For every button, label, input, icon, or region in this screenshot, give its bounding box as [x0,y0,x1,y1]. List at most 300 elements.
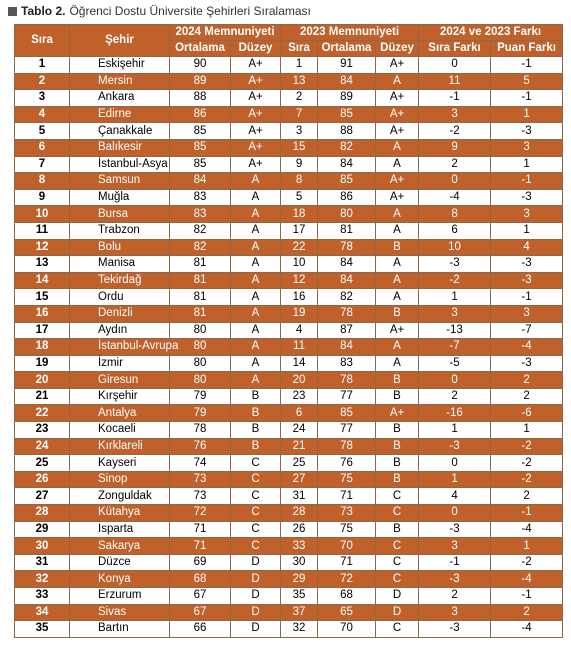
avg-2023-cell: 73 [318,505,376,522]
level-2023-cell: B [376,438,419,455]
avg-2023-cell: 81 [318,222,376,239]
level-2024-cell: C [231,538,281,555]
level-2024-cell: A [231,339,281,356]
table-row [15,73,563,90]
table-row [15,521,563,538]
rank-cell: 20 [15,372,70,389]
rank-2023-cell: 12 [281,272,318,289]
level-2024-cell: A+ [231,139,281,156]
avg-2024-cell: 76 [170,438,231,455]
city-cell: İzmir [70,355,170,372]
table-row [15,123,563,140]
level-2024-cell: C [231,521,281,538]
avg-2024-cell: 71 [170,538,231,555]
rank-cell: 12 [15,239,70,256]
table-row [15,305,563,322]
rank-2023-cell: 8 [281,173,318,190]
avg-2024-cell: 79 [170,405,231,422]
rank-2023-cell: 11 [281,339,318,356]
rank-2023-cell: 21 [281,438,318,455]
city-cell: Konya [70,571,170,588]
table-row [15,405,563,422]
table-row [15,621,563,638]
avg-2023-cell: 65 [318,604,376,621]
avg-2024-cell: 72 [170,505,231,522]
city-cell: Kocaeli [70,422,170,439]
rank-cell: 34 [15,604,70,621]
table-row [15,156,563,173]
score-diff-cell: -3 [491,256,563,273]
rank-cell: 8 [15,173,70,190]
level-2023-cell: A+ [376,106,419,123]
rank-2023-cell: 32 [281,621,318,638]
rank-diff-cell: 3 [419,106,491,123]
city-cell: Giresun [70,372,170,389]
table-row [15,173,563,190]
rank-diff-cell: 0 [419,505,491,522]
avg-2023-cell: 75 [318,521,376,538]
rank-2023-cell: 27 [281,471,318,488]
level-2024-cell: A+ [231,106,281,123]
level-2023-cell: A+ [376,90,419,107]
table-row [15,538,563,555]
level-2024-cell: B [231,438,281,455]
rank-diff-cell: 1 [419,471,491,488]
rank-cell: 5 [15,123,70,140]
rank-2023-cell: 30 [281,554,318,571]
level-2024-cell: A+ [231,156,281,173]
rank-cell: 15 [15,289,70,306]
score-diff-cell: -4 [491,621,563,638]
avg-2023-cell: 70 [318,538,376,555]
rank-diff-cell: 2 [419,156,491,173]
rank-cell: 16 [15,305,70,322]
score-diff-cell: 2 [491,388,563,405]
rank-2023-cell: 23 [281,388,318,405]
level-2024-cell: C [231,488,281,505]
level-2023-cell: C [376,538,419,555]
rank-cell: 26 [15,471,70,488]
rank-cell: 24 [15,438,70,455]
rank-2023-cell: 18 [281,206,318,223]
level-2024-cell: B [231,405,281,422]
avg-2024-cell: 80 [170,322,231,339]
avg-2023-cell: 85 [318,173,376,190]
rank-2023-cell: 4 [281,322,318,339]
score-diff-cell: -1 [491,173,563,190]
avg-2023-cell: 82 [318,139,376,156]
avg-2024-cell: 73 [170,471,231,488]
level-2024-cell: A+ [231,123,281,140]
rank-2023-cell: 33 [281,538,318,555]
city-cell: Mersin [70,73,170,90]
avg-2023-cell: 78 [318,239,376,256]
city-cell: İstanbul-Asya [70,156,170,173]
city-cell: Bursa [70,206,170,223]
caption-square-icon [8,7,17,16]
rank-2023-cell: 9 [281,156,318,173]
level-2023-cell: A [376,73,419,90]
rank-2023-cell: 25 [281,455,318,472]
city-cell: Edirne [70,106,170,123]
avg-2024-cell: 73 [170,488,231,505]
avg-2024-cell: 82 [170,222,231,239]
level-2023-cell: C [376,571,419,588]
rank-diff-cell: -5 [419,355,491,372]
table-row [15,471,563,488]
level-2023-cell: A+ [376,123,419,140]
level-2023-cell: A+ [376,189,419,206]
avg-2024-cell: 81 [170,289,231,306]
rank-cell: 17 [15,322,70,339]
level-2023-cell: B [376,239,419,256]
rank-cell: 10 [15,206,70,223]
level-2023-cell: B [376,422,419,439]
header-avg-2023: Ortalama [318,41,376,57]
avg-2024-cell: 67 [170,604,231,621]
level-2024-cell: A [231,305,281,322]
city-cell: Kırşehir [70,388,170,405]
level-2023-cell: A [376,256,419,273]
score-diff-cell: -2 [491,554,563,571]
avg-2023-cell: 84 [318,339,376,356]
avg-2024-cell: 81 [170,256,231,273]
rank-diff-cell: -7 [419,339,491,356]
rank-diff-cell: 10 [419,239,491,256]
rank-cell: 11 [15,222,70,239]
rank-2023-cell: 17 [281,222,318,239]
rank-2023-cell: 31 [281,488,318,505]
rank-2023-cell: 16 [281,289,318,306]
header-row-1 [15,25,563,41]
rank-diff-cell: -2 [419,123,491,140]
score-diff-cell: -1 [491,57,563,74]
level-2023-cell: A+ [376,57,419,74]
level-2023-cell: B [376,388,419,405]
score-diff-cell: -1 [491,90,563,107]
table-row [15,588,563,605]
rank-diff-cell: -1 [419,554,491,571]
avg-2024-cell: 82 [170,239,231,256]
rank-cell: 22 [15,405,70,422]
table-row [15,339,563,356]
level-2023-cell: A+ [376,405,419,422]
rank-diff-cell: -3 [419,621,491,638]
rank-cell: 21 [15,388,70,405]
score-diff-cell: -4 [491,521,563,538]
avg-2023-cell: 82 [318,289,376,306]
level-2023-cell: C [376,554,419,571]
level-2023-cell: C [376,621,419,638]
score-diff-cell: -3 [491,355,563,372]
rank-diff-cell: -3 [419,438,491,455]
rank-cell: 3 [15,90,70,107]
rank-diff-cell: 9 [419,139,491,156]
level-2024-cell: A [231,272,281,289]
ranking-table [14,24,563,638]
city-cell: İstanbul-Avrupa [70,339,170,356]
rank-2023-cell: 24 [281,422,318,439]
rank-cell: 32 [15,571,70,588]
city-cell: Aydın [70,322,170,339]
avg-2024-cell: 81 [170,272,231,289]
level-2024-cell: B [231,388,281,405]
rank-cell: 1 [15,57,70,74]
rank-diff-cell: 0 [419,455,491,472]
level-2023-cell: A+ [376,173,419,190]
level-2023-cell: B [376,471,419,488]
avg-2024-cell: 83 [170,189,231,206]
rank-diff-cell: -3 [419,256,491,273]
table-row [15,189,563,206]
avg-2024-cell: 81 [170,305,231,322]
level-2023-cell: A [376,289,419,306]
table-row [15,571,563,588]
header-rank-diff: Sıra Farkı [419,41,491,57]
rank-2023-cell: 2 [281,90,318,107]
score-diff-cell: 3 [491,206,563,223]
avg-2023-cell: 77 [318,388,376,405]
level-2024-cell: D [231,621,281,638]
score-diff-cell: -2 [491,455,563,472]
header-avg-2024: Ortalama [170,41,231,57]
rank-2023-cell: 3 [281,123,318,140]
score-diff-cell: -2 [491,438,563,455]
level-2023-cell: A [376,355,419,372]
rank-diff-cell: -13 [419,322,491,339]
rank-cell: 29 [15,521,70,538]
rank-diff-cell: 0 [419,173,491,190]
city-cell: Sinop [70,471,170,488]
city-cell: Manisa [70,256,170,273]
rank-diff-cell: 3 [419,604,491,621]
level-2024-cell: A [231,372,281,389]
rank-diff-cell: 6 [419,222,491,239]
rank-diff-cell: 3 [419,305,491,322]
rank-cell: 9 [15,189,70,206]
level-2023-cell: B [376,455,419,472]
level-2023-cell: A [376,339,419,356]
table-row [15,505,563,522]
level-2023-cell: A [376,139,419,156]
level-2023-cell: D [376,604,419,621]
rank-2023-cell: 35 [281,588,318,605]
avg-2023-cell: 71 [318,554,376,571]
avg-2024-cell: 80 [170,339,231,356]
rank-cell: 33 [15,588,70,605]
avg-2023-cell: 75 [318,471,376,488]
table-row [15,554,563,571]
level-2024-cell: C [231,455,281,472]
rank-cell: 6 [15,139,70,156]
rank-diff-cell: 8 [419,206,491,223]
score-diff-cell: -6 [491,405,563,422]
level-2024-cell: B [231,422,281,439]
header-level-2024: Düzey [231,41,281,57]
rank-2023-cell: 22 [281,239,318,256]
level-2023-cell: A [376,206,419,223]
avg-2024-cell: 74 [170,455,231,472]
rank-diff-cell: -3 [419,571,491,588]
score-diff-cell: 4 [491,239,563,256]
level-2023-cell: C [376,488,419,505]
rank-diff-cell: 4 [419,488,491,505]
avg-2023-cell: 72 [318,571,376,588]
table-row [15,372,563,389]
score-diff-cell: 1 [491,156,563,173]
avg-2023-cell: 85 [318,405,376,422]
rank-diff-cell: 1 [419,289,491,306]
avg-2024-cell: 90 [170,57,231,74]
avg-2023-cell: 85 [318,106,376,123]
rank-cell: 19 [15,355,70,372]
avg-2024-cell: 86 [170,106,231,123]
table-row [15,488,563,505]
avg-2023-cell: 88 [318,123,376,140]
rank-diff-cell: -3 [419,521,491,538]
rank-diff-cell: 11 [419,73,491,90]
rank-cell: 28 [15,505,70,522]
avg-2024-cell: 89 [170,73,231,90]
rank-2023-cell: 19 [281,305,318,322]
header-2024-group: 2024 Memnuniyeti [170,25,281,41]
rank-diff-cell: 0 [419,372,491,389]
avg-2023-cell: 87 [318,322,376,339]
header-rank-2023: Sıra [281,41,318,57]
city-cell: Zonguldak [70,488,170,505]
city-cell: Bolu [70,239,170,256]
score-diff-cell: 5 [491,73,563,90]
rank-diff-cell: 3 [419,538,491,555]
rank-2023-cell: 14 [281,355,318,372]
level-2024-cell: A [231,355,281,372]
avg-2023-cell: 84 [318,256,376,273]
rank-cell: 2 [15,73,70,90]
score-diff-cell: 1 [491,222,563,239]
rank-diff-cell: 2 [419,588,491,605]
table-row [15,256,563,273]
avg-2023-cell: 78 [318,305,376,322]
rank-cell: 14 [15,272,70,289]
avg-2024-cell: 78 [170,422,231,439]
level-2023-cell: A [376,222,419,239]
table-row [15,239,563,256]
rank-cell: 4 [15,106,70,123]
level-2024-cell: A+ [231,90,281,107]
rank-2023-cell: 13 [281,73,318,90]
city-cell: Sivas [70,604,170,621]
table-row [15,438,563,455]
rank-cell: 13 [15,256,70,273]
city-cell: Ankara [70,90,170,107]
table-caption [8,3,311,19]
rank-2023-cell: 37 [281,604,318,621]
rank-2023-cell: 1 [281,57,318,74]
rank-2023-cell: 28 [281,505,318,522]
city-cell: Denizli [70,305,170,322]
avg-2024-cell: 85 [170,156,231,173]
score-diff-cell: 3 [491,305,563,322]
level-2024-cell: A+ [231,73,281,90]
level-2024-cell: A+ [231,57,281,74]
score-diff-cell: 1 [491,538,563,555]
city-cell: Muğla [70,189,170,206]
caption-title: Öğrenci Dostu Üniversite Şehirleri Sıralaması [69,4,311,18]
city-cell: Bartın [70,621,170,638]
level-2024-cell: A [231,322,281,339]
level-2023-cell: B [376,372,419,389]
table-row [15,322,563,339]
avg-2023-cell: 84 [318,272,376,289]
avg-2024-cell: 84 [170,173,231,190]
level-2023-cell: A+ [376,322,419,339]
rank-2023-cell: 26 [281,521,318,538]
table-row [15,604,563,621]
avg-2024-cell: 71 [170,521,231,538]
avg-2023-cell: 86 [318,189,376,206]
avg-2023-cell: 84 [318,73,376,90]
score-diff-cell: 2 [491,604,563,621]
score-diff-cell: -7 [491,322,563,339]
level-2024-cell: A [231,206,281,223]
header-level-2023: Düzey [376,41,419,57]
score-diff-cell: 1 [491,106,563,123]
score-diff-cell: -3 [491,189,563,206]
city-cell: Çanakkale [70,123,170,140]
avg-2023-cell: 71 [318,488,376,505]
score-diff-cell: -4 [491,339,563,356]
score-diff-cell: -1 [491,588,563,605]
header-score-diff: Puan Farkı [491,41,563,57]
city-cell: Kırklareli [70,438,170,455]
city-cell: Erzurum [70,588,170,605]
level-2023-cell: C [376,505,419,522]
level-2024-cell: A [231,256,281,273]
city-cell: Trabzon [70,222,170,239]
level-2024-cell: A [231,239,281,256]
city-cell: Antalya [70,405,170,422]
rank-diff-cell: -2 [419,272,491,289]
rank-cell: 23 [15,422,70,439]
level-2023-cell: D [376,588,419,605]
city-cell: Balıkesir [70,139,170,156]
score-diff-cell: -3 [491,272,563,289]
score-diff-cell: 2 [491,488,563,505]
rank-2023-cell: 5 [281,189,318,206]
table-row [15,455,563,472]
table-row [15,222,563,239]
rank-cell: 35 [15,621,70,638]
score-diff-cell: 2 [491,372,563,389]
city-cell: Ordu [70,289,170,306]
header-city: Şehir [70,25,170,57]
level-2024-cell: A [231,173,281,190]
level-2024-cell: D [231,554,281,571]
table-row [15,355,563,372]
rank-cell: 25 [15,455,70,472]
rank-2023-cell: 20 [281,372,318,389]
rank-2023-cell: 15 [281,139,318,156]
score-diff-cell: -1 [491,505,563,522]
table-row [15,90,563,107]
city-cell: Tekirdağ [70,272,170,289]
city-cell: Kütahya [70,505,170,522]
rank-diff-cell: -4 [419,189,491,206]
score-diff-cell: -1 [491,289,563,306]
table-row [15,106,563,123]
city-cell: Samsun [70,173,170,190]
level-2023-cell: A [376,156,419,173]
